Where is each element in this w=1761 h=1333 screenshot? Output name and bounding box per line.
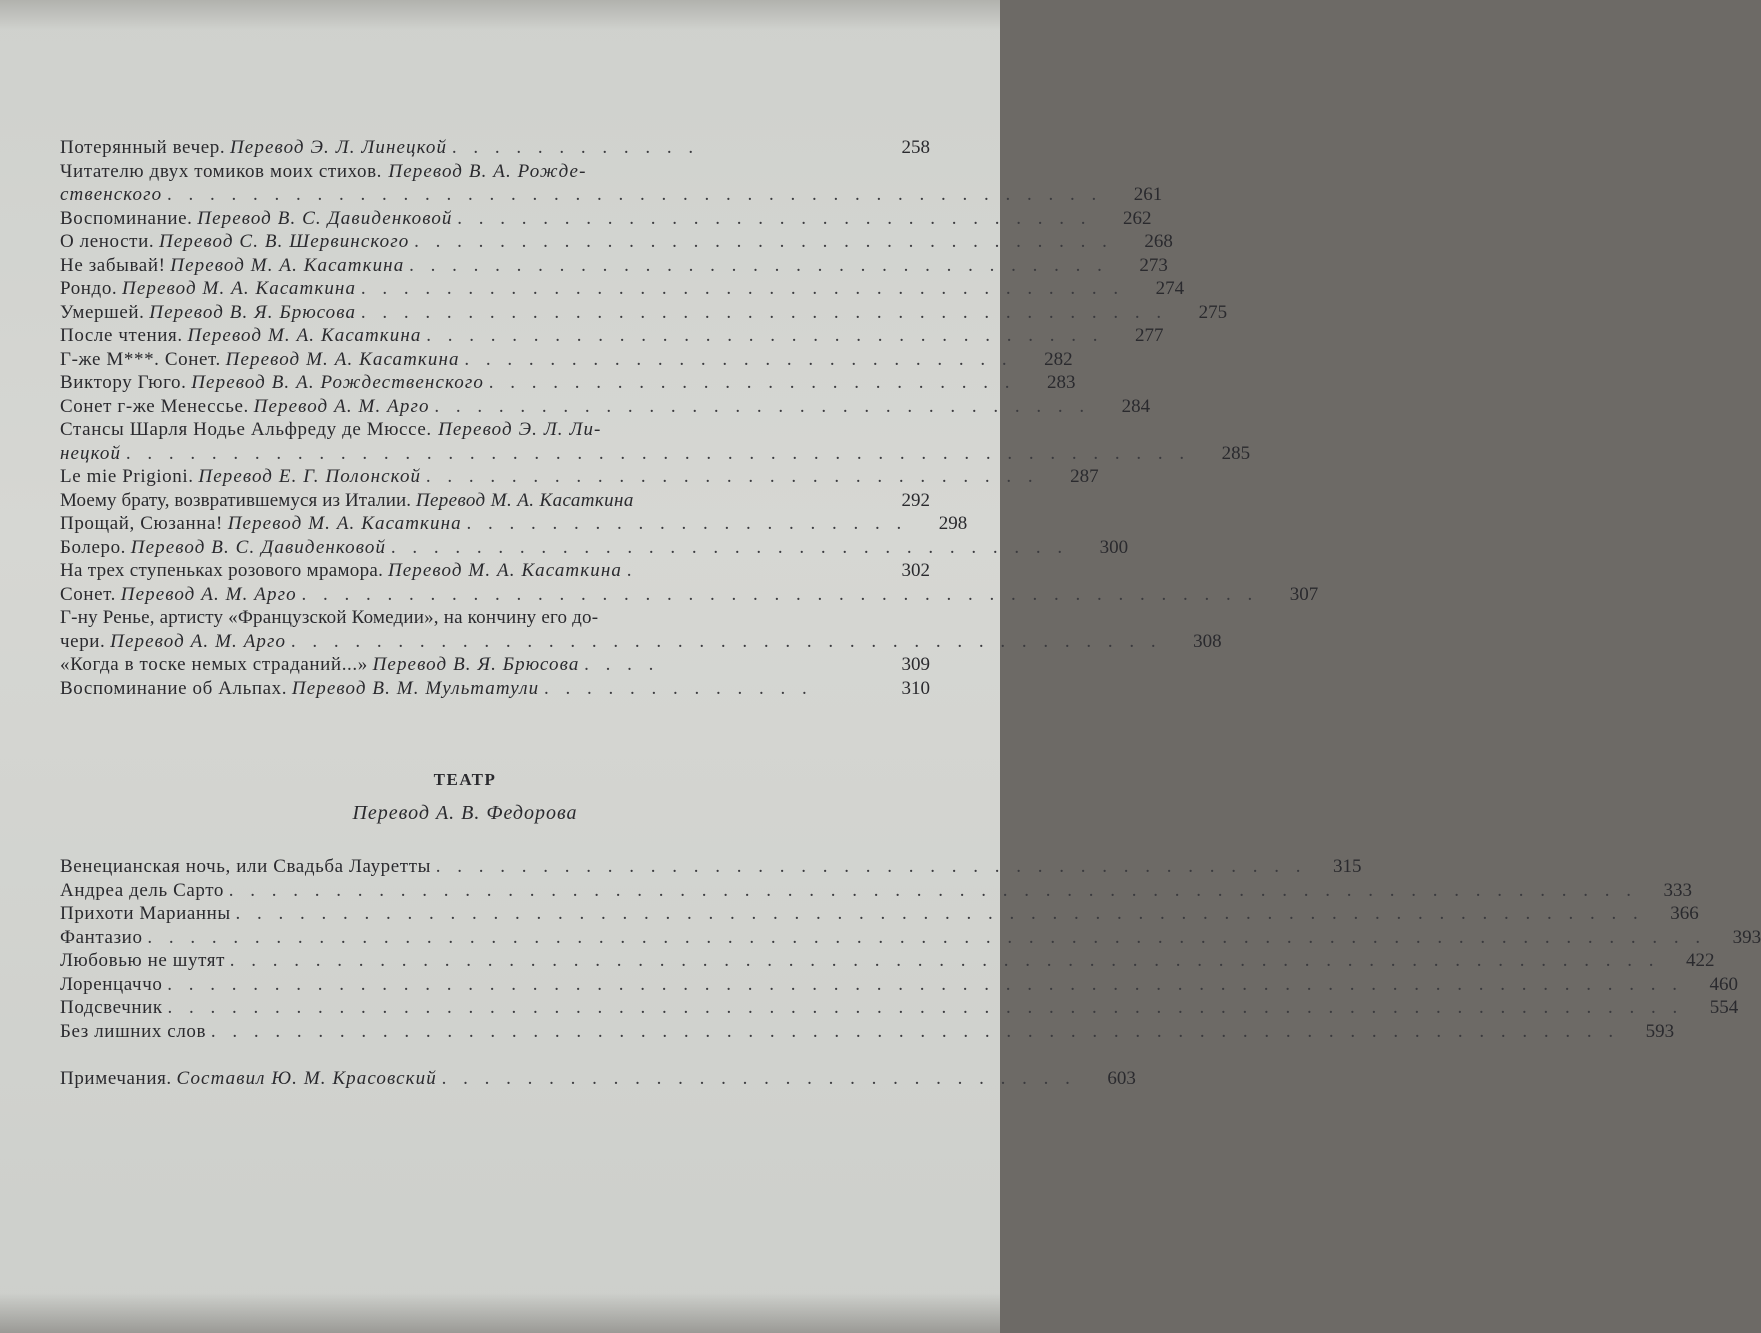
toc-entry: Le mie Prigioni. Перевод Е. Г. Полонской . . . . . . . . . . . . . . . . . . . . . . . . . . . . . 287 <box>60 466 1099 487</box>
entry-title: На трех ступеньках розового мрамора. <box>60 560 384 581</box>
entry-title: Лоренцаччо <box>60 973 163 995</box>
entry-page: 262 <box>1123 207 1152 229</box>
entry-page: 302 <box>901 560 930 581</box>
entry-translator: Перевод М. А. Касаткина <box>187 325 422 346</box>
entry-translator: Перевод В. С. Давиденковой <box>197 207 453 229</box>
entry-page: 422 <box>1686 950 1715 971</box>
entry-title: Воспоминание об Альпах. <box>60 677 288 699</box>
entry-translator: Перевод М. А. Касаткина <box>387 560 622 581</box>
entry-title: Моему брату, возвратившемуся из Италии. <box>60 489 412 511</box>
entry-title: Любовью не шутят <box>60 950 226 971</box>
entry-page: 308 <box>1193 630 1222 652</box>
entry-page: 283 <box>1046 372 1076 393</box>
entry-page: 603 <box>1107 1068 1136 1089</box>
entry-page: 287 <box>1070 466 1099 487</box>
entry-translator: Перевод Э. Л. Ли- <box>438 419 602 440</box>
entry-page: 261 <box>1133 184 1163 205</box>
entry-title: Стансы Шарля Нодье Альфреду де Мюссе. <box>60 419 432 440</box>
entry-page: 273 <box>1139 254 1168 276</box>
toc-entry: Читателю двух томиков моих стихов. Перевод В. А. Рожде- ственского . . . . . . . . . . . . . . . . . . . . . . . . . . . . . . . . . . . . . . . . . . . . 261 <box>60 160 1163 205</box>
entry-title: Болеро. <box>60 536 127 558</box>
table-of-contents <box>60 136 1761 1091</box>
entry-translator: Перевод В. С. Давиденковой <box>130 536 387 558</box>
entry-page: 460 <box>1709 973 1738 995</box>
toc-entry: Г-ну Ренье, артисту «Французской Комедии», на кончину его до- чери. Перевод А. М. Арго . . . . . . . . . . . . . . . . . . . . . . . . . . . . . . . . . . . . . . . . . 308 <box>60 607 1222 652</box>
toc-entry: Андреа дель Сарто . . . . . . . . . . . . . . . . . . . . . . . . . . . . . . . . . . . . . . . . . . . . . . . . . . . . . . . . . . . . . . . . . . 333 <box>60 879 1693 901</box>
entry-title: Потерянный вечер. <box>60 137 226 158</box>
toc-entry: Воспоминание об Альпах. Перевод В. М. Мультатули . . . . . . . . . . . . . 310 <box>60 677 930 699</box>
entry-translator: Перевод В. А. Рожде- <box>388 160 587 182</box>
entry-translator-cont: нецкой <box>60 442 122 464</box>
entry-page: 554 <box>1709 997 1739 1018</box>
entry-title: Подсвечник <box>60 997 163 1018</box>
entry-page: 310 <box>901 677 930 699</box>
section-subheading: Перевод А. В. Федорова <box>352 802 578 824</box>
entry-translator-cont: ственского <box>60 184 163 205</box>
entry-title: Le mie Prigioni. <box>60 466 194 487</box>
toc-entry: Прихоти Марианны . . . . . . . . . . . . . . . . . . . . . . . . . . . . . . . . . . . . . . . . . . . . . . . . . . . . . . . . . . . . . . . . . . 366 <box>60 903 1699 924</box>
notes-title: Примечания. <box>60 1068 172 1089</box>
toc-entry: Лоренцаччо . . . . . . . . . . . . . . . . . . . . . . . . . . . . . . . . . . . . . . . . . . . . . . . . . . . . . . . . . . . . . . . . . . . . . . . 460 <box>60 973 1738 995</box>
entry-page: 393 <box>1732 926 1761 948</box>
entry-title: «Когда в тоске немых страданий...» <box>60 654 368 675</box>
toc-entry: Стансы Шарля Нодье Альфреду де Мюссе. Перевод Э. Л. Ли- нецкой . . . . . . . . . . . . . . . . . . . . . . . . . . . . . . . . . . . . . . . . . . . . . . . . . . 285 <box>60 419 1251 464</box>
entry-page: 298 <box>938 513 968 534</box>
entry-page: 274 <box>1155 278 1185 299</box>
entry-page: 268 <box>1144 231 1173 252</box>
toc-entry: Воспоминание. Перевод В. С. Давиденковой . . . . . . . . . . . . . . . . . . . . . . . . . . . . . . 262 <box>60 207 1152 229</box>
toc-entry: Болеро. Перевод В. С. Давиденковой . . . . . . . . . . . . . . . . . . . . . . . . . . . . . . . . 300 <box>60 536 1129 558</box>
toc-entry: Любовью не шутят . . . . . . . . . . . . . . . . . . . . . . . . . . . . . . . . . . . . . . . . . . . . . . . . . . . . . . . . . . . . . . . . . . . 422 <box>60 950 1715 971</box>
entry-title: После чтения. <box>60 325 183 346</box>
notes-compiler: Составил Ю. М. Красовский <box>176 1068 437 1089</box>
entry-translator: Перевод Э. Л. Линецкой <box>229 137 448 158</box>
toc-entry: Венецианская ночь, или Свадьба Лауретты . . . . . . . . . . . . . . . . . . . . . . . . . . . . . . . . . . . . . . . . . 315 <box>60 856 1362 877</box>
entry-page: 300 <box>1099 536 1129 558</box>
toc-entry <box>60 489 930 513</box>
entry-translator: Перевод В. Я. Брюсова <box>372 654 580 675</box>
entry-title: Читателю двух томиков моих стихов. <box>60 160 383 182</box>
toc-entry: Фантазио . . . . . . . . . . . . . . . . . . . . . . . . . . . . . . . . . . . . . . . . . . . . . . . . . . . . . . . . . . . . . . . . . . . . . . . . . 393 <box>60 926 1761 948</box>
entry-page: 284 <box>1121 395 1151 417</box>
entry-translator: Перевод М. А. Касаткина <box>170 254 405 276</box>
entry-title: Сонет г-же Менессье. <box>60 395 249 417</box>
notes-section <box>60 1067 1136 1091</box>
entry-translator: Перевод А. М. Арго <box>120 583 297 605</box>
page-top-shadow <box>0 0 1000 30</box>
entry-title: Прихоти Марианны <box>60 903 231 924</box>
entry-title: Фантазио <box>60 926 143 948</box>
entry-title: Г-ну Ренье, артисту «Французской Комедии», на кончину его до- <box>60 607 599 628</box>
entry-page: 282 <box>1044 348 1073 370</box>
entry-page: 309 <box>901 654 930 675</box>
toc-entry: На трех ступеньках розового мрамора. Перевод М. А. Касаткина . 302 <box>60 560 930 581</box>
entry-title: Воспоминание. <box>60 207 193 229</box>
toc-entry: Не забывай! Перевод М. А. Касаткина . . . . . . . . . . . . . . . . . . . . . . . . . . . . . . . . . 273 <box>60 254 1168 276</box>
entry-translator: Перевод Е. Г. Полонской <box>198 466 422 487</box>
entry-title: О лености. <box>60 231 155 252</box>
entry-title: Без лишних слов <box>60 1020 207 1042</box>
entry-page: 275 <box>1198 301 1228 323</box>
entry-page: 258 <box>901 137 930 158</box>
entry-page: 292 <box>901 489 930 511</box>
section-heading: ТЕАТР <box>433 770 497 789</box>
entry-translator: Перевод В. Я. Брюсова <box>149 301 357 323</box>
toc-entry: Рондо. Перевод М. А. Касаткина . . . . . . . . . . . . . . . . . . . . . . . . . . . . . . . . . . . . 274 <box>60 278 1185 299</box>
toc-entry: Без лишних слов . . . . . . . . . . . . . . . . . . . . . . . . . . . . . . . . . . . . . . . . . . . . . . . . . . . . . . . . . . . . . . . . . . 593 <box>60 1020 1675 1042</box>
entry-page: 277 <box>1135 325 1164 346</box>
entry-title: Рондо. <box>60 278 118 299</box>
toc-entry: Сонет. Перевод А. М. Арго . . . . . . . . . . . . . . . . . . . . . . . . . . . . . . . . . . . . . . . . . . . . . 307 <box>60 583 1319 605</box>
entry-title: Не забывай! <box>60 254 166 276</box>
entry-title: Андреа дель Сарто <box>60 879 225 901</box>
toc-entry: После чтения. Перевод М. А. Касаткина . . . . . . . . . . . . . . . . . . . . . . . . . . . . . . . . 277 <box>60 325 1164 346</box>
entry-page: 366 <box>1670 903 1699 924</box>
toc-entry: «Когда в тоске немых страданий...» Перевод В. Я. Брюсова . . . . 309 <box>60 654 930 675</box>
entry-page: 285 <box>1221 442 1251 464</box>
entry-title: Прощай, Сюзанна! <box>60 513 223 534</box>
toc-entry: Примечания. Составил Ю. М. Красовский . . . . . . . . . . . . . . . . . . . . . . . . . . . . . . 603 <box>60 1068 1136 1089</box>
entry-translator: Перевод В. А. Рождественского <box>191 372 484 393</box>
entry-translator: Перевод М. А. Касаткина <box>227 513 462 534</box>
entry-translator: Перевод А. М. Арго <box>110 630 287 652</box>
entry-translator: Перевод А. М. Арго <box>253 395 430 417</box>
toc-entry: Подсвечник . . . . . . . . . . . . . . . . . . . . . . . . . . . . . . . . . . . . . . . . . . . . . . . . . . . . . . . . . . . . . . . . . . . . . . . 554 <box>60 997 1739 1018</box>
entry-translator: Перевод С. В. Шервинского <box>158 231 410 252</box>
toc-entry: Прощай, Сюзанна! Перевод М. А. Касаткина . . . . . . . . . . . . . . . . . . . . . 298 <box>60 513 968 534</box>
entry-title: Умершей. <box>60 301 145 323</box>
entry-title: Венецианская ночь, или Свадьба Лауретты <box>60 856 431 877</box>
entry-page: 333 <box>1663 879 1693 901</box>
entry-translator: Перевод М. А. Касаткина <box>225 348 460 370</box>
toc-entry: Сонет г-же Менессье. Перевод А. М. Арго . . . . . . . . . . . . . . . . . . . . . . . . . . . . . . . 284 <box>60 395 1151 417</box>
entry-page: 307 <box>1289 583 1319 605</box>
toc-entry: Умершей. Перевод В. Я. Брюсова . . . . . . . . . . . . . . . . . . . . . . . . . . . . . . . . . . . . . . 275 <box>60 301 1228 323</box>
entry-title-cont: чери. <box>60 630 106 652</box>
toc-entry: О лености. Перевод С. В. Шервинского . . . . . . . . . . . . . . . . . . . . . . . . . . . . . . . . . 268 <box>60 231 1173 252</box>
entry-translator: Перевод В. М. Мультатули <box>291 677 540 699</box>
entry-translator: Перевод М. А. Касаткина <box>415 489 634 511</box>
entry-title: Г-же М***. Сонет. <box>60 348 221 370</box>
page-bottom-shadow <box>0 1293 1000 1333</box>
entry-title: Виктору Гюго. <box>60 372 187 393</box>
toc-entry: Г-же М***. Сонет. Перевод М. А. Касаткина . . . . . . . . . . . . . . . . . . . . . . . . . . 282 <box>60 348 1073 370</box>
toc-entry: Виктору Гюго. Перевод В. А. Рождественского . . . . . . . . . . . . . . . . . . . . . . . . . 283 <box>60 372 1076 393</box>
entry-page: 315 <box>1332 856 1362 877</box>
entry-title: Сонет. <box>60 583 116 605</box>
theatre-list <box>60 855 1761 1043</box>
toc-entry: Потерянный вечер. Перевод Э. Л. Линецкой . . . . . . . . . . . . 258 <box>60 137 930 158</box>
entry-page: 593 <box>1645 1020 1675 1042</box>
entry-translator: Перевод М. А. Касаткина <box>122 278 357 299</box>
